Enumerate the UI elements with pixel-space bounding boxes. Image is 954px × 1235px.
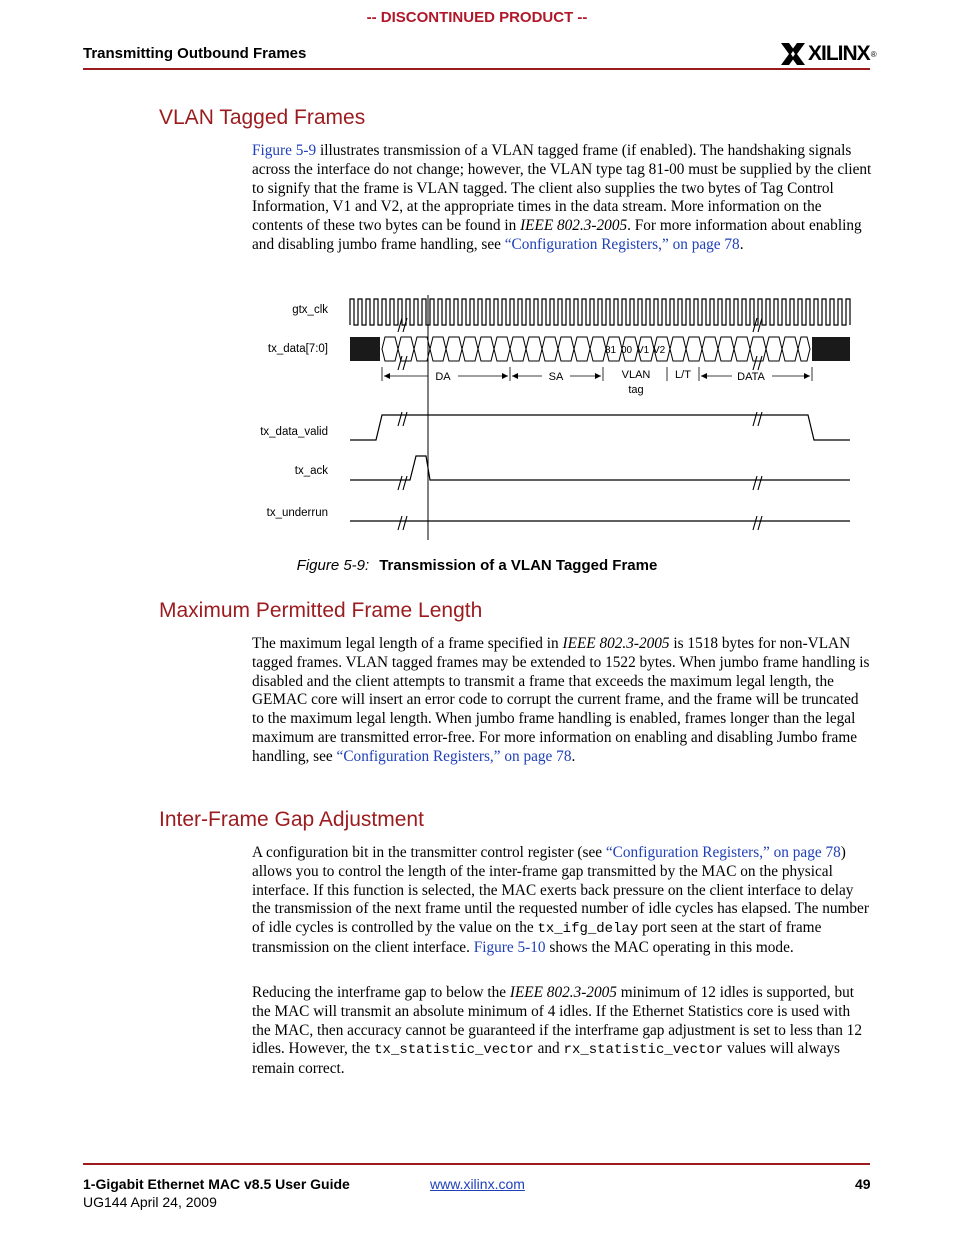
ieee-ref: IEEE 802.3-2005 <box>509 984 617 1001</box>
header-rule <box>83 68 870 70</box>
logo-wordmark: XILINX <box>808 42 870 65</box>
xilinx-x-icon <box>780 41 806 67</box>
break-mark <box>758 476 762 490</box>
timing-break-marks <box>398 318 762 530</box>
footer-doc-id: UG144 April 24, 2009 <box>83 1194 217 1210</box>
text: is 1518 bytes for non-VLAN tagged frames. VLAN tagged frames may be extended to 1522 bytes. When jumbo frame handling is disabled and the client attempts to transmit a frame that exceeds the maximum legal length, the GEMAC core will insert an error code to corrupt the current frame, and the frame will be truncated to the maximum legal length. When jumbo frame handling is enabled, frames longer than the legal maximum are transmitted error-free. For more information on enabling and disabling Jumbo frame handling, see <box>252 635 870 765</box>
break-mark <box>758 516 762 530</box>
logo-registered: ® <box>870 49 877 59</box>
text: shows the MAC operating in this mode. <box>545 938 794 956</box>
text: The maximum legal length of a frame specified in <box>252 635 563 652</box>
text: . <box>571 747 576 765</box>
tx-data-valid-waveform <box>350 415 850 440</box>
break-mark <box>403 356 407 370</box>
segment-label-tag: tag <box>628 384 644 396</box>
signal-label-gtx-clk: gtx_clk <box>292 304 328 316</box>
ieee-ref: IEEE 802.3-2005 <box>520 217 628 235</box>
bus-value-v2: V2 <box>653 345 666 356</box>
signal-label-tx-underrun: tx_underrun <box>266 507 328 519</box>
segment-label-lt: L/T <box>675 369 691 381</box>
bus-value-v1: V1 <box>637 345 650 356</box>
vlan-paragraph <box>252 142 872 255</box>
text: . For more information about enabling and disabling jumbo frame handling, see <box>252 217 862 253</box>
break-mark <box>758 356 762 370</box>
figure-5-10-link[interactable]: Figure 5-10 <box>473 938 546 956</box>
break-mark <box>398 412 402 426</box>
idle-data-block <box>350 337 380 361</box>
break-mark <box>403 476 407 490</box>
ieee-ref: IEEE 802.3-2005 <box>562 635 670 652</box>
text: minimum of 12 idles is supported, but the MAC will transmit an absolute minimum of 4 idles. If the Ethernet Statistics core is used with the MAC, then accuracy cannot be guaranteed if the interframe gap adjustment is set to less than 12 idles. However, the <box>252 984 862 1058</box>
signal-label-tx-data-valid: tx_data_valid <box>260 426 328 438</box>
signal-label-tx-ack: tx_ack <box>294 465 328 477</box>
break-mark <box>398 516 402 530</box>
footer-rule <box>83 1163 870 1165</box>
break-mark <box>403 516 407 530</box>
break-mark <box>753 476 757 490</box>
break-mark <box>753 412 757 426</box>
footer-page-number: 49 <box>855 1176 871 1192</box>
break-mark <box>398 476 402 490</box>
caption-title: Transmission of a VLAN Tagged Frame <box>379 557 658 574</box>
config-registers-link[interactable]: “Configuration Registers,” on page 78 <box>605 844 841 861</box>
text: port seen at the start of frame transmission on the client interface. <box>252 919 822 956</box>
segment-label-data: DATA <box>737 371 765 383</box>
text: ) allows you to control the length of the inter-frame gap transmitted by the MAC on the physical interface. If this function is selected, the MAC exerts back pressure on the client interface to delay the transmission of the next frame until the requested number of idle cycles has elapsed. The number of idle cycles is controlled by the value on the <box>252 844 869 937</box>
segment-label-sa: SA <box>548 371 564 383</box>
tx-data-bus <box>350 337 850 361</box>
break-mark <box>753 516 757 530</box>
ifg-paragraph-1 <box>252 844 872 958</box>
text: Reducing the interframe gap to below the <box>252 984 510 1001</box>
code-rx-statistic-vector: rx_statistic_vector <box>563 1042 724 1059</box>
tx-ack-waveform <box>350 456 850 480</box>
text: A configuration bit in the transmitter control register (see <box>252 844 606 861</box>
running-title: Transmitting Outbound Frames <box>83 45 307 62</box>
xilinx-logo <box>780 40 877 68</box>
break-mark <box>403 412 407 426</box>
text: values will always remain correct. <box>252 1040 841 1078</box>
break-mark <box>758 412 762 426</box>
text: . <box>739 235 744 253</box>
code-tx-ifg-delay: tx_ifg_delay <box>537 921 639 938</box>
config-registers-link[interactable]: “Configuration Registers,” on page 78 <box>504 235 740 253</box>
text: and <box>533 1040 564 1058</box>
gtx-clk-path <box>350 299 850 325</box>
max-length-paragraph <box>252 635 872 767</box>
segment-label-da: DA <box>435 371 451 383</box>
config-registers-link[interactable]: “Configuration Registers,” on page 78 <box>336 747 572 765</box>
break-mark <box>753 356 757 370</box>
footer-url-link[interactable]: www.xilinx.com <box>430 1176 525 1192</box>
signal-label-tx-data: tx_data[7:0] <box>267 343 328 355</box>
section-heading-ifg: Inter-Frame Gap Adjustment <box>159 808 424 831</box>
section-heading-vlan: VLAN Tagged Frames <box>159 106 366 129</box>
code-tx-statistic-vector: tx_statistic_vector <box>374 1042 534 1059</box>
segment-label-vlan: VLAN <box>621 369 651 381</box>
gtx-clk-waveform <box>350 299 850 325</box>
text: illustrates transmission of a VLAN tagged frame (if enabled). The handshaking signals across the interface do not change; however, the VLAN type tag 81-00 must be supplied by the client to signify that the frame is VLAN tagged. The client also supplies the two bytes of Tag Control Information, V1 and V2, at the appropriate times in the data stream. More information on the contents of these two bytes can be found in <box>252 142 872 235</box>
timing-diagram <box>250 285 860 550</box>
figure-caption <box>0 557 954 574</box>
footer-doc-title: 1-Gigabit Ethernet MAC v8.5 User Guide <box>83 1176 350 1192</box>
caption-number: Figure 5-9: <box>296 557 370 574</box>
section-heading-max-length: Maximum Permitted Frame Length <box>159 599 483 622</box>
ifg-paragraph-2 <box>252 984 872 1079</box>
discontinued-banner: -- DISCONTINUED PRODUCT -- <box>366 9 588 26</box>
bus-value-81: 81 <box>605 345 617 356</box>
bus-value-00: 00 <box>621 345 633 356</box>
figure-5-9-link[interactable]: Figure 5-9 <box>252 142 317 159</box>
bus-cells <box>382 337 810 361</box>
idle-data-block <box>812 337 850 361</box>
